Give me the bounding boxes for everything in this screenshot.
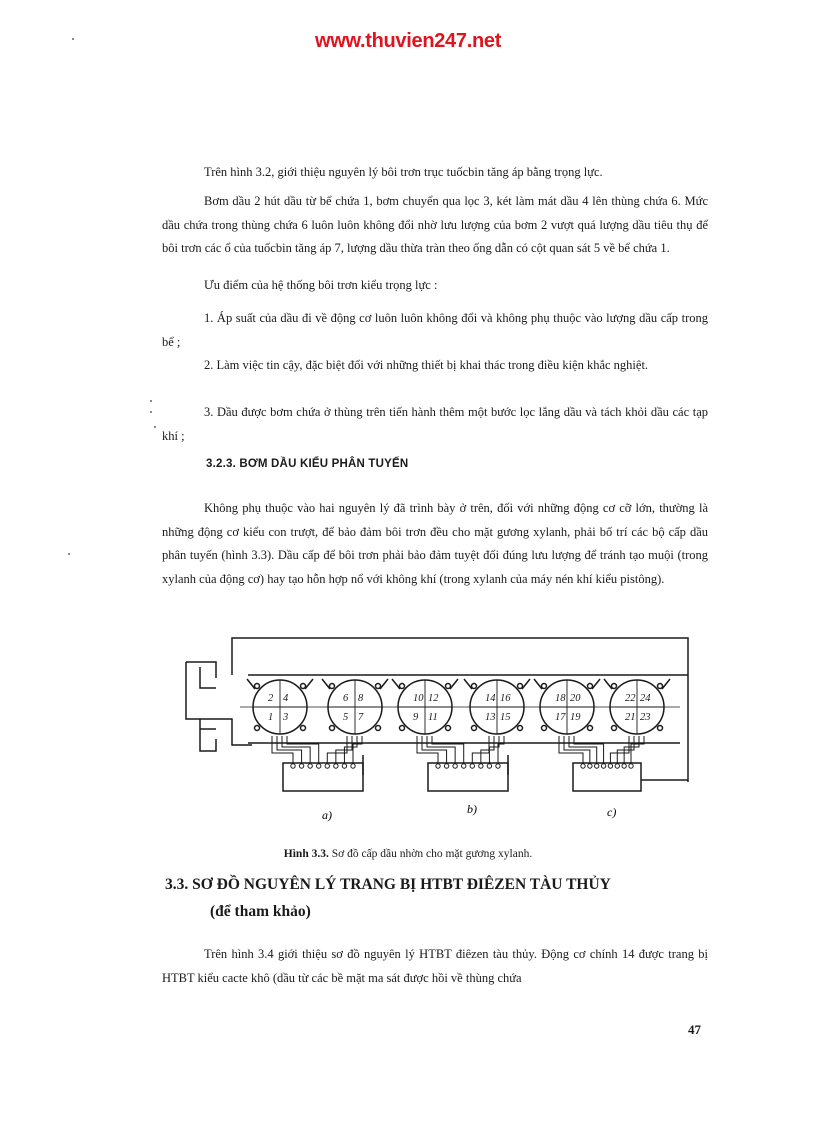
scan-speck <box>150 411 152 413</box>
group-label-c: c) <box>607 805 617 819</box>
lubrication-nipple <box>612 684 617 689</box>
section-heading: 3.3. SƠ ĐỒ NGUYÊN LÝ TRANG BỊ HTBT ĐIÊZEN TÀU THỦY <box>165 876 611 893</box>
list-item-3: 3. Dầu được bơm chứa ở thùng trên tiến hành thêm một bước lọc lắng dầu và tách khỏi dầu các tạp khí ; <box>162 405 708 443</box>
cylinder-label: 21 <box>625 712 636 723</box>
lubrication-nipple <box>301 726 306 731</box>
cylinder-label: 13 <box>485 712 496 723</box>
cylinder-label: 14 <box>485 693 496 704</box>
oil-pipe <box>422 736 447 763</box>
lubrication-nipple <box>255 726 260 731</box>
figure-caption-label: Hình 3.3. <box>283 848 329 860</box>
oil-pipe <box>481 736 494 763</box>
cylinder-label: 4 <box>283 693 289 704</box>
cylinder-label: 1 <box>268 712 274 723</box>
scan-speck <box>150 400 152 402</box>
group-label-b: b) <box>467 802 477 816</box>
lubrication-nipple <box>400 726 405 731</box>
distributor-outlet <box>342 764 346 768</box>
paragraph-advantages: Ưu điểm của hệ thống bôi trơn kiểu trọng lực : <box>204 278 438 292</box>
cylinder-label: 19 <box>570 712 581 723</box>
cylinder-label: 7 <box>358 712 364 723</box>
paragraph-distributor: Không phụ thuộc vào hai nguyên lý đã trình bày ở trên, đối với những động cơ cỡ lớn, thường là những động cơ kiểu con trượt, để bảo đảm bôi trơn đều cho mặt gương xylanh, phải bố trí các bộ cấp dầu phân tuyến (hình 3.3). Dầu cấp để bôi trơn phải bảo đảm tuyệt đối đúng lưu lượng để tránh tạo muội (trong xylanh của động cơ) hay tạo hỗn hợp nổ với không khí (trong xylanh của máy nén khí kiểu pistông). <box>162 501 708 586</box>
lubrication-nipple <box>612 726 617 731</box>
distributor-outlet <box>334 764 338 768</box>
cylinder-label: 8 <box>358 693 364 704</box>
distributor-outlet <box>608 764 612 768</box>
lubrication-nipple <box>518 684 523 689</box>
cylinder-label: 18 <box>555 693 566 704</box>
distributor-outlet <box>615 764 619 768</box>
cylinder-label: 11 <box>428 712 438 723</box>
lubrication-nipple <box>330 726 335 731</box>
lubrication-nipple <box>446 684 451 689</box>
lubrication-nipple <box>588 684 593 689</box>
distributor-outlet <box>462 764 466 768</box>
cylinder-label: 17 <box>555 712 566 723</box>
distributor-outlet <box>299 764 303 768</box>
distributor-outlet <box>496 764 500 768</box>
lubrication-nipple <box>446 726 451 731</box>
distributor-outlet <box>595 764 599 768</box>
cylinder-label: 6 <box>343 693 349 704</box>
lubrication-nipple <box>658 726 663 731</box>
lubrication-nipple <box>658 684 663 689</box>
group-label-a: a) <box>322 808 332 822</box>
lubrication-nipple <box>542 684 547 689</box>
lubrication-nipple <box>400 684 405 689</box>
cylinder-label: 22 <box>625 693 636 704</box>
cylinder-label: 24 <box>640 693 651 704</box>
paragraph-pump: Bơm dầu 2 hút dầu từ bể chứa 1, bơm chuyển qua lọc 3, két làm mát dầu 4 lên thùng chứa 6. Mức dầu chứa trong thùng chứa 6 luôn luôn không đổi nhờ lưu lượng của bơm 2 vượt quá lượng dầu tiêu thụ để bôi trơn các ổ của tuốcbin tăng áp 7, lượng dầu thừa tràn theo ống dẫn có cột quan sát 5 về bể chứa 1. <box>162 194 708 255</box>
figure-caption <box>0 848 816 860</box>
section-subheading: (để tham khảo) <box>210 903 311 920</box>
distributor-outlet <box>291 764 295 768</box>
cylinder-label: 9 <box>413 712 419 723</box>
figure-diagram <box>0 635 816 845</box>
lubrication-nipple <box>472 726 477 731</box>
distributor-outlet <box>581 764 585 768</box>
scan-speck <box>68 553 70 555</box>
scan-speck <box>154 426 156 428</box>
distributor-outlet <box>601 764 605 768</box>
lubrication-nipple <box>472 684 477 689</box>
cylinder-label: 3 <box>283 712 289 723</box>
oil-pipe <box>564 736 590 763</box>
lubrication-nipple <box>255 684 260 689</box>
distributor-outlet <box>436 764 440 768</box>
distributor-outlet <box>325 764 329 768</box>
cylinder-label: 2 <box>268 693 274 704</box>
distributor-outlet <box>479 764 483 768</box>
list-item-1: 1. Áp suất của dầu đi về động cơ luôn luôn không đổi và không phụ thuộc vào lượng dầu cấp trong bể ; <box>162 311 708 349</box>
cylinder-label: 20 <box>570 693 581 704</box>
lubrication-nipple <box>518 726 523 731</box>
cylinder-label: 5 <box>343 712 349 723</box>
lubrication-nipple <box>376 684 381 689</box>
cylinder-label: 15 <box>500 712 511 723</box>
cylinder-label: 16 <box>500 693 511 704</box>
oil-pipe <box>277 736 302 763</box>
subsection-heading: 3.2.3. BƠM DẦU KIỂU PHÂN TUYẾN <box>206 458 409 470</box>
distributor-outlet <box>470 764 474 768</box>
distributor-outlet <box>351 764 355 768</box>
distributor-outlet <box>308 764 312 768</box>
watermark-url: www.thuvien247.net <box>314 30 502 52</box>
lubrication-nipple <box>376 726 381 731</box>
cylinder-label: 12 <box>428 693 439 704</box>
lubrication-nipple <box>542 726 547 731</box>
distributor-outlet <box>444 764 448 768</box>
distributor-outlet <box>317 764 321 768</box>
cylinder-label: 10 <box>413 693 424 704</box>
distributor-outlet <box>588 764 592 768</box>
list-item-2: 2. Làm việc tin cậy, đặc biệt đối với những thiết bị khai thác trong điều kiện khắc nghiệt. <box>204 358 649 372</box>
paragraph-intro: Trên hình 3.2, giới thiệu nguyên lý bôi trơn trục tuốcbin tăng áp bằng trọng lực. <box>204 165 603 179</box>
page-number: 47 <box>688 1022 701 1037</box>
distributor-outlet <box>629 764 633 768</box>
paragraph-section: Trên hình 3.4 giới thiệu sơ đồ nguyên lý HTBT điêzen tàu thủy. Động cơ chính 14 được trang bị HTBT kiểu cacte khô (dầu từ các bề mặt ma sát được hồi về thùng chứa <box>162 947 708 985</box>
distributor-outlet <box>453 764 457 768</box>
lubrication-nipple <box>301 684 306 689</box>
figure-caption-text: Sơ đồ cấp dầu nhờn cho mặt gương xylanh. <box>328 848 533 860</box>
distributor-outlet <box>622 764 626 768</box>
scan-speck <box>72 38 74 40</box>
lubrication-nipple <box>330 684 335 689</box>
distributor-outlet <box>487 764 491 768</box>
cylinder-label: 23 <box>640 712 651 723</box>
lubrication-nipple <box>588 726 593 731</box>
